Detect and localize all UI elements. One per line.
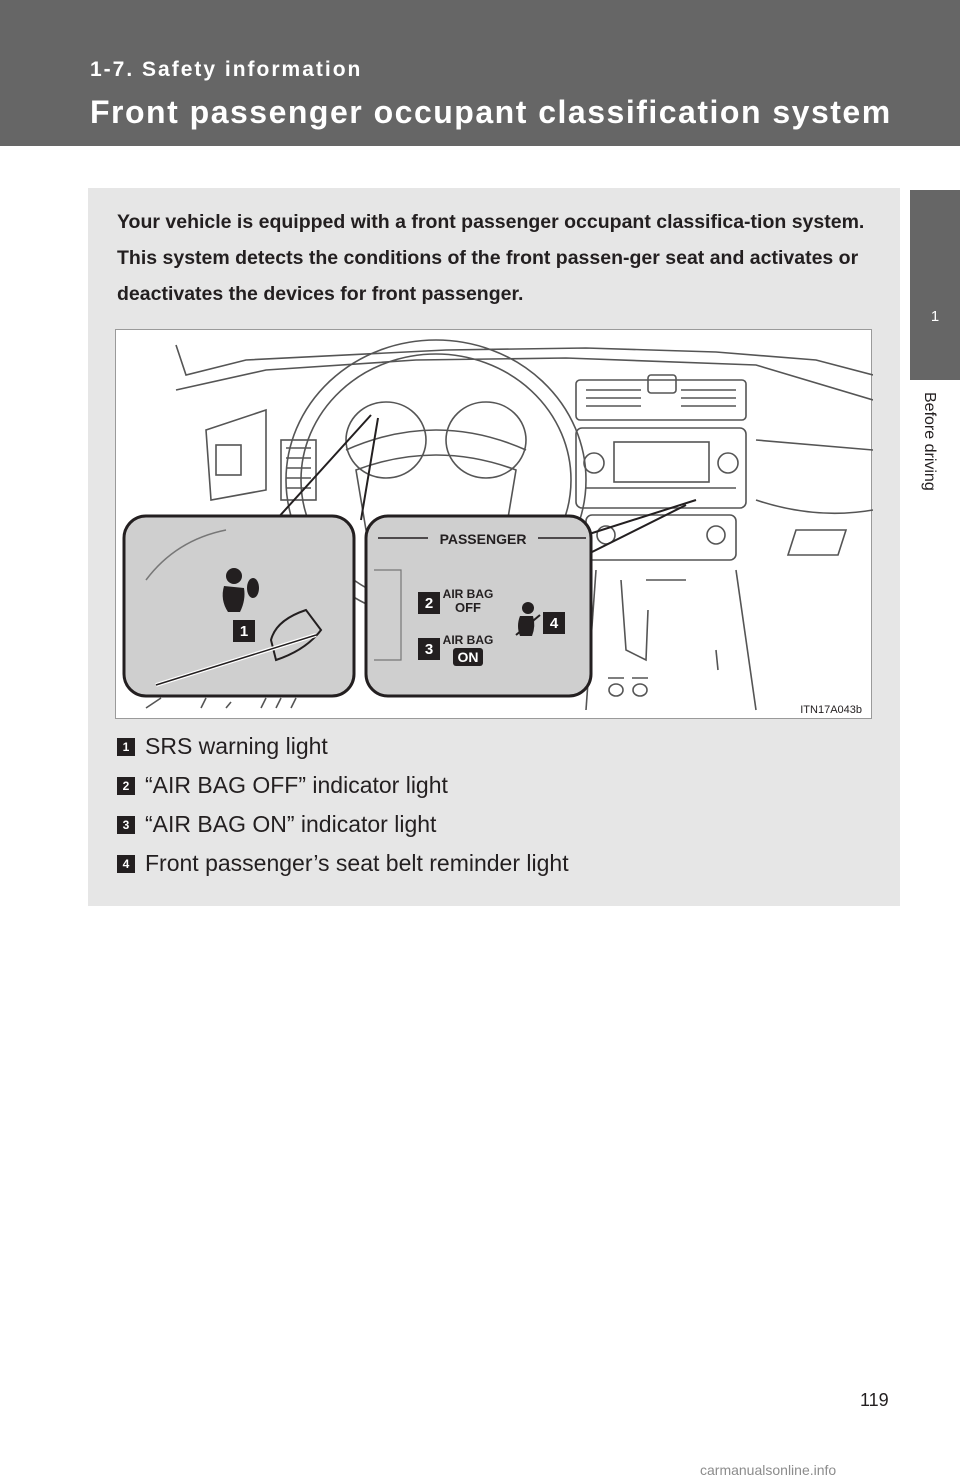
- airbag-on-line1: AIR BAG: [442, 633, 494, 647]
- legend-number: 1: [117, 738, 135, 756]
- watermark: carmanualsonline.info: [700, 1462, 837, 1478]
- legend-number: 4: [117, 855, 135, 873]
- chapter-tab-body: [910, 190, 960, 380]
- airbag-on-line2: ON: [457, 649, 479, 665]
- legend-item: [117, 727, 877, 766]
- airbag-off-line1: AIR BAG: [442, 587, 494, 601]
- legend-list: [117, 727, 877, 883]
- legend-item: [117, 766, 877, 805]
- callout-2: 2: [424, 595, 434, 612]
- intro-text: Your vehicle is equipped with a front passenger occupant classifica-tion system. This system detects the conditions of the front passen-ger seat and activates or deactivates the devices for front passenger.: [117, 211, 865, 305]
- legend-text: “AIR BAG ON” indicator light: [145, 811, 437, 837]
- section-label: 1-7. Safety information: [90, 58, 363, 81]
- legend-item: [117, 844, 877, 883]
- page-number: 119: [860, 1390, 889, 1410]
- passenger-label: PASSENGER: [439, 531, 527, 547]
- page-title: Front passenger occupant classification system: [90, 94, 892, 130]
- chapter-label: Before driving: [921, 392, 938, 491]
- dashboard-drawing: [116, 330, 873, 720]
- legend-text: Front passenger’s seat belt reminder light: [145, 850, 569, 876]
- dashboard-illustration: [115, 329, 872, 719]
- callout-3: 3: [424, 641, 434, 658]
- chapter-number: 1: [930, 308, 940, 325]
- legend-number: 3: [117, 816, 135, 834]
- legend-text: “AIR BAG OFF” indicator light: [145, 772, 448, 798]
- legend-number: 2: [117, 777, 135, 795]
- airbag-off-line2: OFF: [455, 600, 481, 615]
- callout-1: 1: [239, 623, 249, 640]
- legend-item: [117, 805, 877, 844]
- legend-text: SRS warning light: [145, 733, 328, 759]
- callout-4: 4: [549, 615, 559, 632]
- figure-code: ITN17A043b: [800, 704, 862, 716]
